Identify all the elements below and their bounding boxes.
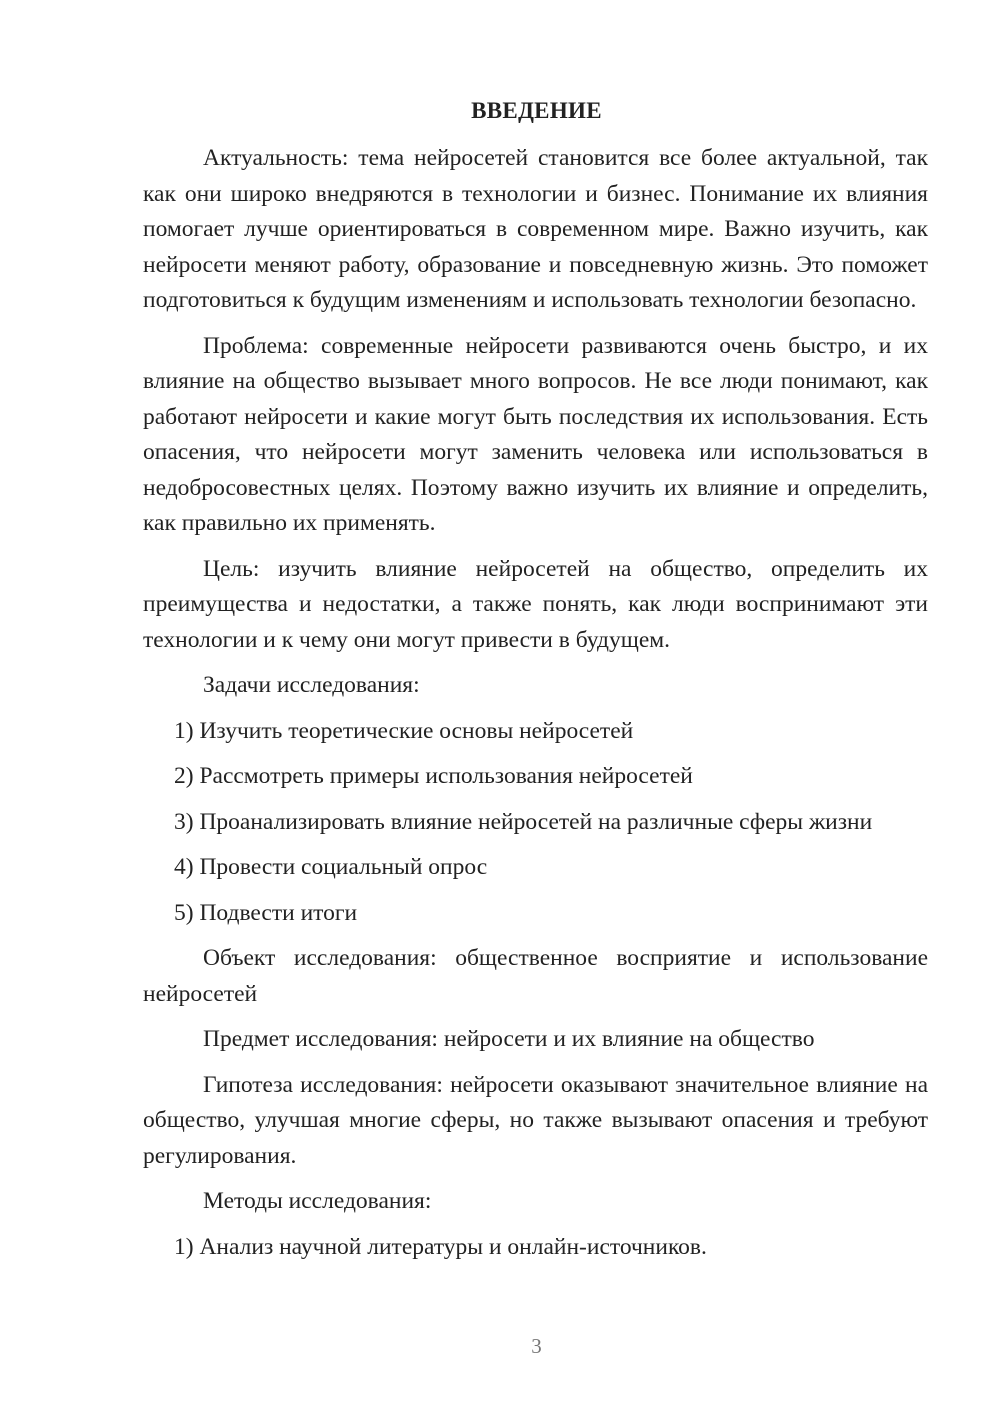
page-title: ВВЕДЕНИЕ	[471, 98, 602, 123]
task-item: 5) Подвести итоги	[174, 899, 358, 926]
tasks-label: Задачи исследования:	[203, 672, 420, 698]
method-item: 1) Анализ научной литературы и онлайн-источников.	[174, 1233, 707, 1260]
relevance-paragraph: Актуальность: тема нейросетей становится все более актуальной, так как они широко внедряются в технологии и бизнес. Понимание их влияния помогает лучше ориентироваться в современном мире. Важно изучить, как нейросети меняют работу, образование и повседневную жизнь. Это поможет подготовиться к будущим изменениям и использовать технологии безопасно.	[143, 145, 928, 313]
object-paragraph: Объект исследования: общественное восприятие и использование нейросетей	[143, 945, 928, 1007]
goal-paragraph: Цель: изучить влияние нейросетей на общество, определить их преимущества и недостатки, а также понять, как люди воспринимают эти технологии и к чему они могут привести в будущем.	[143, 555, 928, 653]
hypothesis-paragraph: Гипотеза исследования: нейросети оказывают значительное влияние на общество, улучшая многие сферы, но также вызывают опасения и требуют регулирования.	[143, 1071, 928, 1169]
task-item: 1) Изучить теоретические основы нейросетей	[174, 717, 634, 744]
problem-paragraph: Проблема: современные нейросети развиваются очень быстро, и их влияние на общество вызывает много вопросов. Не все люди понимают, как работают нейросети и какие могут быть последствия их использования. Есть опасения, что нейросети могут заменить человека или использоваться в недобросовестных целях. Поэтому важно изучить их влияние и определить, как правильно их применять.	[143, 332, 928, 536]
task-item: 3) Проанализировать влияние нейросетей на различные сферы жизни	[174, 808, 873, 835]
methods-label: Методы исследования:	[203, 1188, 432, 1214]
task-item: 2) Рассмотреть примеры использования нейросетей	[174, 763, 693, 789]
subject-paragraph: Предмет исследования: нейросети и их влияние на общество	[203, 1026, 815, 1052]
task-item: 4) Провести социальный опрос	[174, 854, 488, 880]
document-body	[143, 141, 928, 1265]
page-number: 3	[531, 1334, 542, 1358]
